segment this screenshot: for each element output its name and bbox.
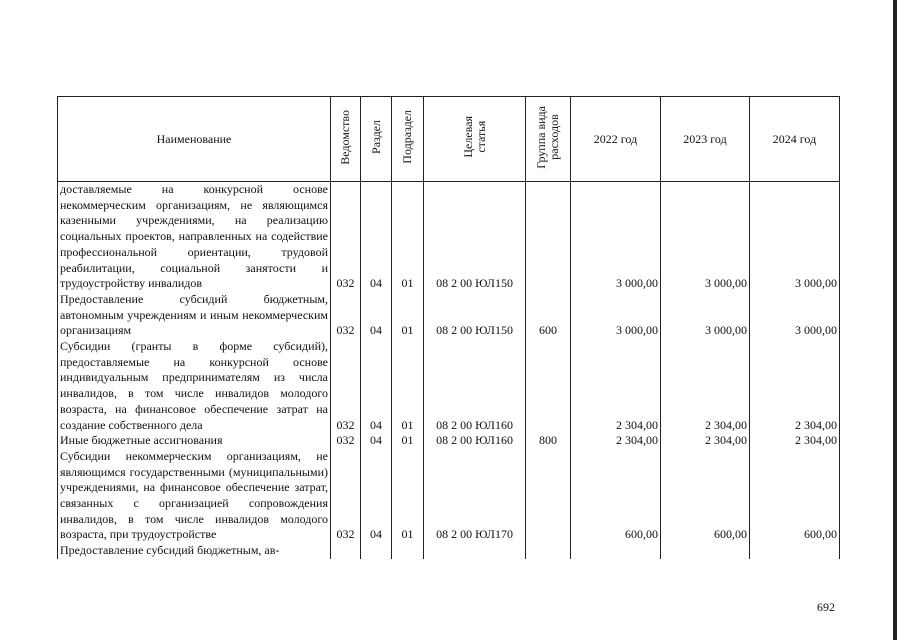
row-2024: 3 000,00: [750, 182, 840, 292]
row-vr: [526, 339, 571, 433]
row-ved: 032: [331, 433, 361, 449]
row-pr: 01: [392, 339, 424, 433]
row-2024: [750, 543, 840, 559]
row-ved: [331, 543, 361, 559]
row-2023: [661, 543, 750, 559]
row-cs: 08 2 00 ЮЛ150: [424, 292, 526, 339]
col-header-2024: 2024 год: [750, 97, 840, 182]
table-row: [58, 543, 840, 559]
row-2022: 3 000,00: [571, 182, 661, 292]
row-ved: 032: [331, 292, 361, 339]
row-2022: [571, 543, 661, 559]
row-rz: [361, 543, 392, 559]
row-2022: 600,00: [571, 449, 661, 543]
col-header-vedomstvo: Ведомство: [331, 97, 361, 182]
row-cs: 08 2 00 ЮЛ170: [424, 449, 526, 543]
row-2023: 2 304,00: [661, 433, 750, 449]
row-rz: 04: [361, 292, 392, 339]
table-header-row: [58, 97, 840, 182]
row-pr: 01: [392, 182, 424, 292]
row-cs: 08 2 00 ЮЛ160: [424, 433, 526, 449]
row-pr: 01: [392, 449, 424, 543]
col-header-2022: 2022 год: [571, 97, 661, 182]
row-rz: 04: [361, 449, 392, 543]
row-cs: 08 2 00 ЮЛ150: [424, 182, 526, 292]
row-name: Иные бюджетные ассигнования: [58, 433, 331, 449]
row-cs: 08 2 00 ЮЛ160: [424, 339, 526, 433]
row-name: Субсидии некоммерческим организациям, не являющимся государственными (муниципальными) учреждениями, на финансовое обеспечение затрат, связанных с организацией сопровождения инвалидов, в том числе инвалидов молодого возраста, при трудоустройстве: [58, 449, 331, 543]
col-header-razdel: Раздел: [361, 97, 392, 182]
scan-edge-line: [893, 0, 897, 640]
row-2024: 600,00: [750, 449, 840, 543]
row-ved: 032: [331, 339, 361, 433]
row-rz: 04: [361, 433, 392, 449]
row-2023: 3 000,00: [661, 182, 750, 292]
row-cs: [424, 543, 526, 559]
row-2023: 600,00: [661, 449, 750, 543]
row-pr: 01: [392, 433, 424, 449]
row-vr: 600: [526, 292, 571, 339]
row-pr: 01: [392, 292, 424, 339]
row-2023: 2 304,00: [661, 339, 750, 433]
row-vr: [526, 449, 571, 543]
col-header-celevaya-statya: Целевая статья: [424, 97, 526, 182]
table-row: [58, 433, 840, 449]
row-2024: 3 000,00: [750, 292, 840, 339]
row-rz: 04: [361, 182, 392, 292]
row-ved: 032: [331, 182, 361, 292]
col-header-podrazdel: Подраздел: [392, 97, 424, 182]
row-2024: 2 304,00: [750, 433, 840, 449]
row-ved: 032: [331, 449, 361, 543]
row-vr: 800: [526, 433, 571, 449]
row-name: доставляемые на конкурсной основе некоммерческим организациям, не являющимся казенными учреждениями, на реализацию социальных проектов, направленных на содействие профессиональной ориентации, трудовой реабилитации, социальной занятости и трудоустройству инвалидов: [58, 182, 331, 292]
row-vr: [526, 543, 571, 559]
table-row: [58, 182, 840, 292]
row-rz: 04: [361, 339, 392, 433]
table-row: [58, 339, 840, 433]
row-name: Субсидии (гранты в форме субсидий), предоставляемые на конкурсной основе индивидуальным предпринимателям из числа инвалидов, в том числе инвалидов молодого возраста, на финансовое обеспечение затрат на создание собственного дела: [58, 339, 331, 433]
row-2024: 2 304,00: [750, 339, 840, 433]
row-2022: 2 304,00: [571, 433, 661, 449]
row-pr: [392, 543, 424, 559]
page-number: 692: [817, 600, 835, 614]
row-2022: 3 000,00: [571, 292, 661, 339]
table-row: [58, 292, 840, 339]
row-name: Предоставление субсидий бюджетным, автономным учреждениям и иным некоммерческим организациям: [58, 292, 331, 339]
col-header-2023: 2023 год: [661, 97, 750, 182]
col-header-name: Наименование: [58, 97, 331, 182]
col-header-gruppa-vida-rashodov: Группа вида расходов: [526, 97, 571, 182]
row-name: Предоставление субсидий бюджетным, ав-: [58, 543, 331, 559]
row-2023: 3 000,00: [661, 292, 750, 339]
table-row: [58, 449, 840, 543]
row-2022: 2 304,00: [571, 339, 661, 433]
row-vr: [526, 182, 571, 292]
budget-table: [57, 96, 840, 559]
